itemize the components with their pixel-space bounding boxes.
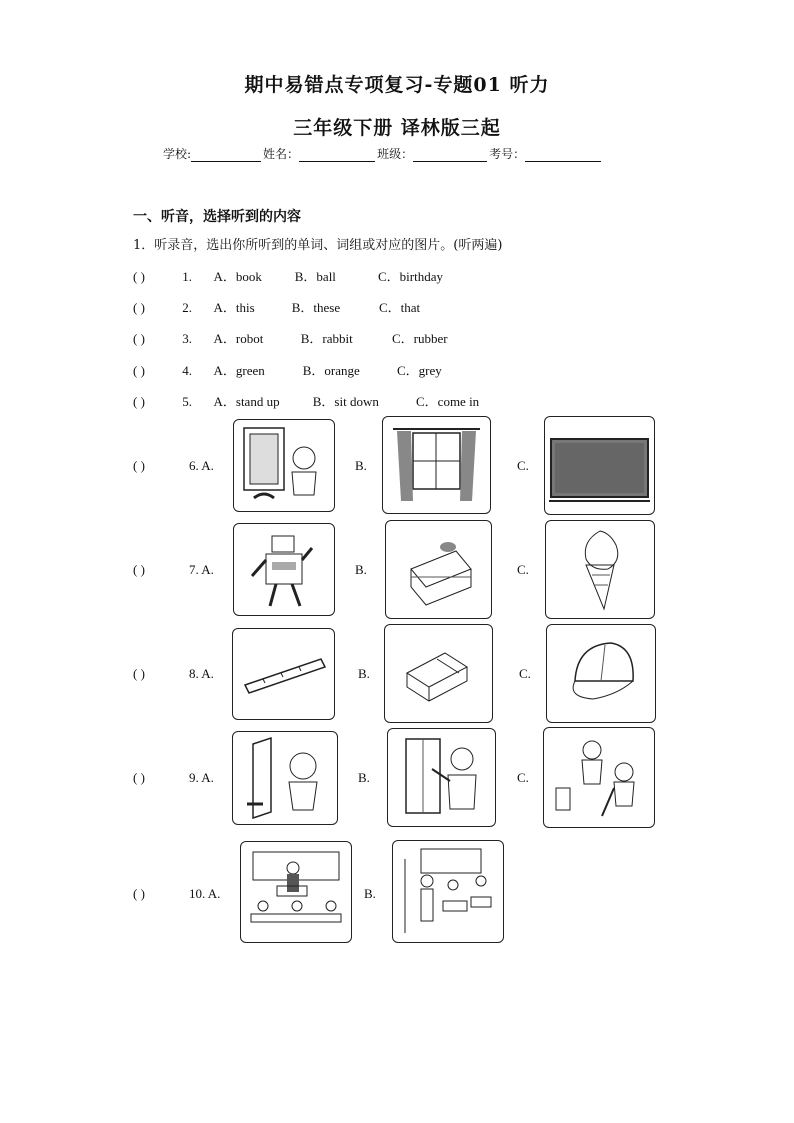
question-number: 5. [182, 394, 192, 409]
option-c-label: C. [517, 770, 529, 785]
question-number: 4. [182, 363, 192, 378]
question-label: 8. A. [189, 666, 214, 681]
option-c: C．birthday [378, 269, 443, 284]
school-blank[interactable] [191, 147, 261, 162]
option-b: B．rabbit [300, 331, 353, 346]
question-number: 2. [182, 300, 192, 315]
option-a: A．green [213, 363, 265, 378]
answer-paren[interactable]: ( ) [133, 562, 145, 577]
answer-paren[interactable]: ( ) [133, 458, 145, 473]
answer-paren[interactable]: ( ) [133, 300, 145, 315]
option-a: A．robot [213, 331, 264, 346]
option-b-label: B. [355, 562, 367, 577]
open-door-icon[interactable] [232, 731, 338, 825]
answer-paren[interactable]: ( ) [133, 770, 145, 785]
classroom-teacher-icon[interactable] [240, 841, 352, 943]
question-row [133, 297, 420, 316]
option-a: A．book [213, 269, 262, 284]
option-b-label: B. [358, 770, 370, 785]
instruction-text: 1．听录音，选出你所听到的单词、词组或对应的图片。(听两遍) [133, 238, 503, 253]
question-number: 1. [182, 269, 192, 284]
option-b: B．ball [294, 269, 336, 284]
name-blank[interactable] [299, 147, 375, 162]
clean-window-icon[interactable] [387, 728, 496, 827]
option-b-label: B. [358, 666, 370, 681]
question-row [133, 360, 442, 379]
answer-paren[interactable]: ( ) [133, 394, 145, 409]
question-label: 6. A. [189, 458, 214, 473]
answer-paren[interactable]: ( ) [133, 363, 145, 378]
option-a: A．this [213, 300, 255, 315]
answer-paren[interactable]: ( ) [133, 886, 145, 901]
page-subtitle: 三年级下册 译林版三起 [293, 117, 501, 139]
window-curtain-icon[interactable] [382, 416, 491, 514]
option-b: B．orange [302, 363, 360, 378]
robot-icon[interactable] [233, 523, 335, 616]
question-label: 10. A. [189, 886, 221, 901]
option-c: C．that [379, 300, 421, 315]
option-b: B．these [291, 300, 341, 315]
option-b: B．sit down [312, 394, 379, 409]
option-b-label: B. [355, 458, 367, 473]
question-label: 7. A. [189, 562, 214, 577]
section-heading: 一、听音，选择听到的内容 [133, 209, 301, 225]
student-info-line [163, 145, 603, 162]
option-b-label: B. [364, 886, 376, 901]
rubber-icon[interactable] [384, 624, 493, 723]
classroom-students-icon[interactable] [392, 840, 504, 943]
number-blank[interactable] [525, 147, 601, 162]
door-boy-icon[interactable] [233, 419, 335, 512]
question-row [133, 266, 443, 285]
question-row [133, 328, 448, 347]
name-label: 姓名： [263, 147, 300, 161]
cap-icon[interactable] [546, 624, 656, 723]
option-c: C．rubber [392, 331, 448, 346]
blackboard-icon[interactable] [544, 416, 655, 515]
question-label: 9. A. [189, 770, 214, 785]
option-c: C．grey [397, 363, 442, 378]
option-c-label: C. [519, 666, 531, 681]
class-label: 班级： [377, 147, 414, 161]
option-c-label: C. [517, 562, 529, 577]
page-title: 期中易错点专项复习-专题01 听力 [244, 74, 550, 96]
school-label: 学校: [163, 147, 192, 161]
class-blank[interactable] [413, 147, 487, 162]
option-c-label: C. [517, 458, 529, 473]
question-number: 3. [182, 331, 192, 346]
answer-paren[interactable]: ( ) [133, 666, 145, 681]
ice-cream-icon[interactable] [545, 520, 655, 619]
answer-paren[interactable]: ( ) [133, 331, 145, 346]
answer-paren[interactable]: ( ) [133, 269, 145, 284]
number-label: 考号： [489, 147, 526, 161]
sweep-floor-icon[interactable] [543, 727, 655, 828]
question-row [133, 391, 479, 410]
cake-icon[interactable] [385, 520, 492, 619]
ruler-icon[interactable] [232, 628, 335, 720]
option-a: A．stand up [213, 394, 280, 409]
option-c: C．come in [416, 394, 480, 409]
